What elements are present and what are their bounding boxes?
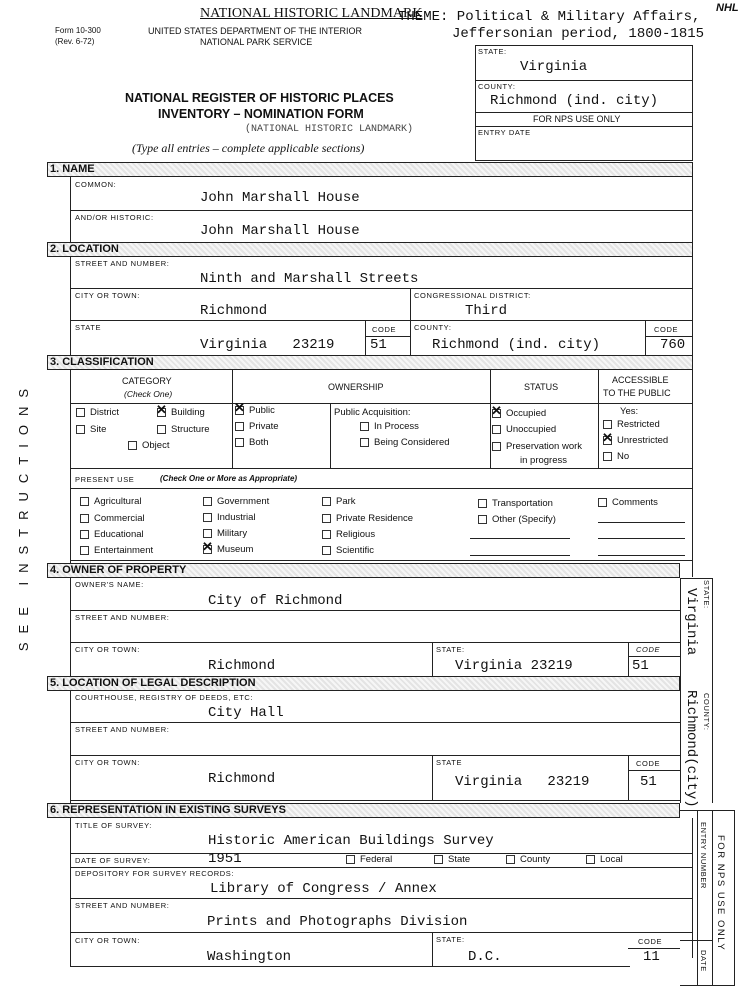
- checkbox-label: Object: [142, 440, 170, 451]
- state-code: 51: [370, 337, 387, 353]
- checkbox-label: Private Residence: [336, 513, 414, 524]
- owner-name-label: OWNER'S NAME:: [75, 580, 144, 589]
- checkbox-label: District: [90, 407, 120, 418]
- owner-name: City of Richmond: [208, 593, 343, 609]
- checkbox-icon[interactable]: [603, 420, 612, 429]
- checkbox-icon[interactable]: [360, 438, 369, 447]
- historic-label: AND/OR HISTORIC:: [75, 213, 154, 222]
- depository-state-label: STATE:: [436, 935, 465, 944]
- checkbox-label: Entertainment: [94, 545, 154, 556]
- checkbox-label: No: [617, 451, 630, 462]
- checked-checkbox-icon[interactable]: [492, 409, 501, 418]
- form-title-1: NATIONAL REGISTER OF HISTORIC PLACES: [125, 91, 394, 105]
- checkbox-icon[interactable]: [203, 497, 212, 506]
- checkbox-label: Restricted: [617, 419, 660, 430]
- nhl-handwritten: NHL: [716, 2, 739, 14]
- department: UNITED STATES DEPARTMENT OF THE INTERIOR: [148, 26, 363, 36]
- state: Virginia 23219: [200, 337, 335, 353]
- checkbox-icon[interactable]: [603, 452, 612, 461]
- checkbox-icon[interactable]: [203, 529, 212, 538]
- form-title-2: INVENTORY – NOMINATION FORM: [158, 107, 364, 121]
- depository-code-label: CODE: [638, 937, 663, 946]
- checkbox-icon[interactable]: [76, 425, 85, 434]
- survey-title-label: TITLE OF SURVEY:: [75, 821, 152, 830]
- legal-state: Virginia 23219: [455, 774, 590, 790]
- owner-city: Richmond: [208, 658, 276, 674]
- checkbox-icon[interactable]: [492, 425, 501, 434]
- category-checkbox[interactable]: [157, 424, 210, 436]
- survey-level-checkbox[interactable]: [586, 854, 623, 866]
- checkbox-label: Federal: [360, 854, 393, 865]
- present-use-checkbox[interactable]: [203, 544, 253, 556]
- survey-level-checkbox[interactable]: [346, 854, 392, 866]
- section-4-header: 4. OWNER OF PROPERTY: [47, 563, 680, 578]
- present-use-checkbox[interactable]: [322, 513, 413, 525]
- checkbox-label: Unrestricted: [617, 435, 669, 446]
- section-6-header: 6. REPRESENTATION IN EXISTING SURVEYS: [47, 803, 680, 818]
- depository-city-label: CITY OR TOWN:: [75, 936, 140, 945]
- checkbox-label: Museum: [217, 544, 254, 555]
- entry-instructions: (Type all entries – complete applicable sections): [132, 141, 365, 155]
- nps-only-label: FOR NPS USE ONLY: [715, 835, 726, 952]
- section-1-header: 1. NAME: [47, 162, 693, 177]
- checkbox-label: Industrial: [217, 512, 256, 523]
- owner-code: 51: [632, 658, 649, 674]
- section-5-header: 5. LOCATION OF LEGAL DESCRIPTION: [47, 676, 680, 691]
- survey-level-checkbox[interactable]: [506, 854, 550, 866]
- checkbox-label: Agricultural: [94, 496, 142, 507]
- checkbox-label: Commercial: [94, 513, 145, 524]
- present-use-label: PRESENT USE: [75, 475, 135, 484]
- checkbox-label: Unoccupied: [506, 424, 557, 435]
- present-use-checkbox[interactable]: [322, 496, 356, 508]
- common-name: John Marshall House: [200, 190, 360, 206]
- checkbox-icon[interactable]: [478, 515, 487, 524]
- top-state: Virginia: [520, 59, 588, 75]
- present-use-note: (Check One or More as Appropriate): [160, 474, 298, 483]
- side-instructions: SEE INSTRUCTIONS: [16, 380, 31, 652]
- checkbox-icon[interactable]: [322, 514, 331, 523]
- theme-line-1: THEME: Political & Military Affairs,: [398, 9, 701, 25]
- date-side-label: DATE: [699, 950, 708, 972]
- access-checkbox[interactable]: [603, 451, 629, 463]
- present-use-checkbox[interactable]: [322, 529, 375, 541]
- checkbox-label: Park: [336, 496, 356, 507]
- checkbox-icon[interactable]: [322, 546, 331, 555]
- checkbox-icon[interactable]: [360, 422, 369, 431]
- checkbox-icon[interactable]: [434, 855, 443, 864]
- depository-city: Washington: [207, 949, 292, 965]
- district-label: CONGRESSIONAL DISTRICT:: [414, 291, 531, 300]
- checkbox-label: Both: [249, 437, 269, 448]
- courthouse-label: COURTHOUSE, REGISTRY OF DEEDS, ETC:: [75, 693, 254, 702]
- owner-state-label: STATE:: [436, 645, 465, 654]
- checkbox-label: Educational: [94, 529, 144, 540]
- present-use-checkbox[interactable]: [80, 545, 153, 557]
- top-county-label: COUNTY:: [478, 82, 516, 91]
- checkbox-label: Building: [171, 407, 205, 418]
- county: Richmond (ind. city): [432, 337, 601, 353]
- checkbox-label: Government: [217, 496, 270, 507]
- checkbox-label: Preservation work: [506, 441, 583, 452]
- checkbox-label: Local: [600, 854, 623, 865]
- survey-title: Historic American Buildings Survey: [208, 833, 494, 849]
- entry-date-label: ENTRY DATE: [478, 128, 531, 137]
- present-use-checkbox[interactable]: [203, 496, 269, 508]
- common-label: COMMON:: [75, 180, 117, 189]
- acquisition-checkbox[interactable]: [360, 421, 419, 433]
- street-label: STREET AND NUMBER:: [75, 259, 170, 268]
- checked-checkbox-icon[interactable]: [235, 406, 244, 415]
- survey-date-label: DATE OF SURVEY:: [75, 856, 151, 865]
- checkbox-label: Scientific: [336, 545, 375, 556]
- side-state-label: STATE:: [702, 580, 711, 609]
- present-use-checkbox[interactable]: [478, 514, 556, 526]
- status-checkbox[interactable]: [492, 408, 546, 420]
- status-checkbox[interactable]: [492, 424, 556, 436]
- depository-label: DEPOSITORY FOR SURVEY RECORDS:: [75, 869, 235, 878]
- present-use-checkbox[interactable]: [80, 529, 144, 541]
- state-label: STATE: [75, 323, 102, 332]
- courthouse: City Hall: [208, 705, 284, 721]
- depository-street-label: STREET AND NUMBER:: [75, 901, 170, 910]
- theme-line-2: Jeffersonian period, 1800-1815: [452, 26, 705, 42]
- side-county: Richmond(city): [683, 690, 699, 808]
- form-revision: (Rev. 6-72): [55, 37, 95, 46]
- checkbox-icon[interactable]: [492, 442, 501, 451]
- survey-date: 1951: [208, 851, 242, 867]
- checkbox-icon[interactable]: [80, 497, 89, 506]
- form-number: Form 10-300: [55, 26, 101, 35]
- owner-street-label: STREET AND NUMBER:: [75, 613, 170, 622]
- access-checkbox[interactable]: [603, 435, 668, 447]
- accessible-heading-2: TO THE PUBLIC: [603, 388, 671, 398]
- county-code-label: CODE: [654, 325, 679, 334]
- entry-number-label: ENTRY NUMBER: [699, 822, 708, 889]
- ownership-checkbox[interactable]: [235, 421, 279, 433]
- checked-checkbox-icon[interactable]: [157, 408, 166, 417]
- checkbox-icon[interactable]: [346, 855, 355, 864]
- code-label: CODE: [372, 325, 397, 334]
- owner-state: Virginia 23219: [455, 658, 573, 674]
- depository-street: Prints and Photographs Division: [207, 914, 468, 930]
- survey-level-checkbox[interactable]: [434, 854, 470, 866]
- landmark-heading: NATIONAL HISTORIC LANDMARK: [200, 6, 423, 21]
- ownership-checkbox[interactable]: [235, 405, 275, 417]
- acquisition-checkbox[interactable]: [360, 437, 450, 449]
- county-code: 760: [660, 337, 686, 353]
- checkbox-label: Public: [249, 405, 275, 416]
- checkbox-label: Occupied: [506, 408, 547, 419]
- legal-city: Richmond: [208, 771, 276, 787]
- legal-street-label: STREET AND NUMBER:: [75, 725, 170, 734]
- checkbox-label: Military: [217, 528, 248, 539]
- checkbox-icon[interactable]: [506, 855, 515, 864]
- checkbox-label: Private: [249, 421, 279, 432]
- checkbox-label: Religious: [336, 529, 376, 540]
- checkbox-icon[interactable]: [478, 499, 487, 508]
- checkbox-label: Transportation: [492, 498, 553, 509]
- category-checkbox[interactable]: [76, 424, 106, 436]
- street: Ninth and Marshall Streets: [200, 271, 419, 287]
- checkbox-label: Site: [90, 424, 107, 435]
- agency: NATIONAL PARK SERVICE: [200, 37, 313, 47]
- side-state: Virginia: [683, 588, 699, 656]
- status-checkbox[interactable]: [492, 441, 582, 453]
- checkbox-label: Structure: [171, 424, 210, 435]
- historic-name: John Marshall House: [200, 223, 360, 239]
- checkbox-label: Comments: [612, 497, 658, 508]
- checkbox-icon[interactable]: [322, 530, 331, 539]
- city: Richmond: [200, 303, 268, 319]
- checkbox-icon[interactable]: [76, 408, 85, 417]
- present-use-checkbox[interactable]: [478, 498, 553, 510]
- ownership-checkbox[interactable]: [235, 437, 269, 449]
- checkbox-icon[interactable]: [128, 441, 137, 450]
- depository-code: 11: [643, 949, 660, 965]
- category-checkbox[interactable]: [157, 407, 205, 419]
- top-state-label: STATE:: [478, 47, 507, 56]
- congressional-district: Third: [465, 303, 508, 319]
- present-use-checkbox[interactable]: [598, 497, 658, 509]
- checkbox-label: Other (Specify): [492, 514, 556, 525]
- checkbox-icon[interactable]: [80, 546, 89, 555]
- category-note: (Check One): [124, 389, 173, 399]
- checkbox-icon[interactable]: [586, 855, 595, 864]
- checked-checkbox-icon[interactable]: [603, 436, 612, 445]
- depository: Library of Congress / Annex: [210, 881, 437, 897]
- checkbox-label: Being Considered: [374, 437, 450, 448]
- checkbox-label: State: [448, 854, 471, 865]
- ownership-heading: OWNERSHIP: [328, 382, 384, 392]
- present-use-checkbox[interactable]: [80, 513, 145, 525]
- present-use-checkbox[interactable]: [80, 496, 142, 508]
- yes-label: Yes:: [620, 406, 639, 417]
- status-heading: STATUS: [524, 382, 559, 392]
- checkbox-label: County: [520, 854, 551, 865]
- checkbox-icon[interactable]: [235, 438, 244, 447]
- section-2-header: 2. LOCATION: [47, 242, 693, 257]
- stamp: (NATIONAL HISTORIC LANDMARK): [245, 124, 414, 135]
- status-sub: in progress: [520, 455, 567, 466]
- top-county: Richmond (ind. city): [490, 93, 659, 109]
- county-label: COUNTY:: [414, 323, 452, 332]
- city-label: CITY OR TOWN:: [75, 291, 140, 300]
- section-3-header: 3. CLASSIFICATION: [47, 355, 693, 370]
- checkbox-icon[interactable]: [80, 514, 89, 523]
- side-county-label: COUNTY:: [702, 693, 711, 731]
- checkbox-icon[interactable]: [235, 422, 244, 431]
- checkbox-icon[interactable]: [157, 425, 166, 434]
- acquisition-label: Public Acquisition:: [334, 407, 411, 418]
- checkbox-icon[interactable]: [80, 530, 89, 539]
- depository-state: D.C.: [468, 949, 502, 965]
- owner-city-label: CITY OR TOWN:: [75, 645, 140, 654]
- checked-checkbox-icon[interactable]: [203, 545, 212, 554]
- checkbox-icon[interactable]: [322, 497, 331, 506]
- legal-city-label: CITY OR TOWN:: [75, 758, 140, 767]
- checkbox-label: In Process: [374, 421, 419, 432]
- category-checkbox[interactable]: [76, 407, 119, 419]
- owner-code-label: CODE: [636, 645, 661, 654]
- nps-use-only: FOR NPS USE ONLY: [533, 114, 621, 124]
- legal-state-label: STATE: [436, 758, 463, 767]
- category-heading: CATEGORY: [122, 376, 172, 386]
- checkbox-icon[interactable]: [598, 498, 607, 507]
- legal-code-label: CODE: [636, 759, 661, 768]
- present-use-checkbox[interactable]: [203, 512, 256, 524]
- category-checkbox[interactable]: [128, 440, 169, 452]
- present-use-checkbox[interactable]: [322, 545, 374, 557]
- legal-code: 51: [640, 774, 657, 790]
- accessible-heading: ACCESSIBLE: [612, 375, 669, 385]
- checkbox-icon[interactable]: [203, 513, 212, 522]
